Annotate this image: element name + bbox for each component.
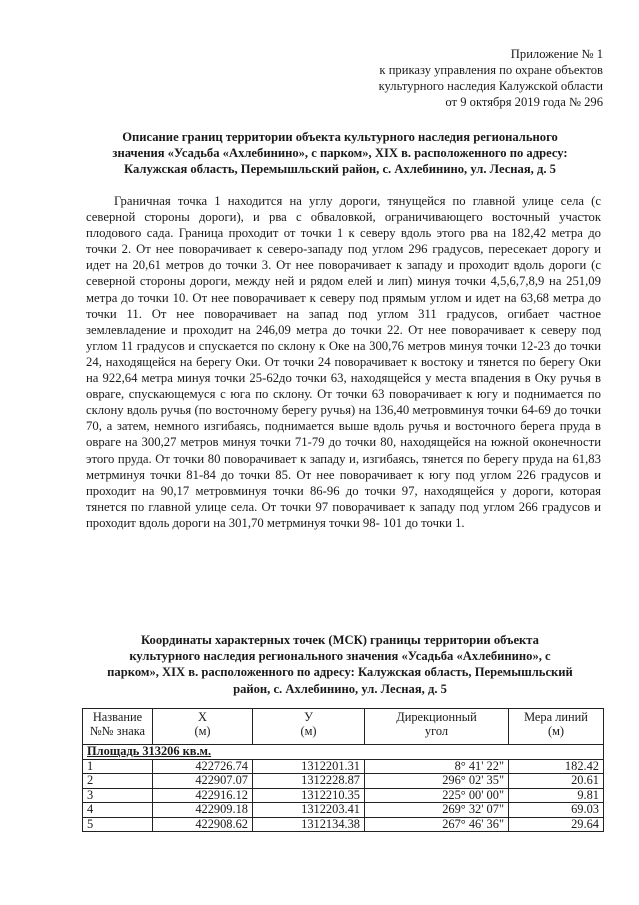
- length-value: 29.64: [509, 817, 604, 832]
- title-line: Калужская область, Перемышльский район, с. Ахлебинино, ул. Лесная, д. 5: [124, 162, 556, 177]
- length-value: 69.03: [509, 803, 604, 818]
- header-point-name: Название №№ знака: [83, 709, 153, 745]
- table-header-row: [83, 709, 604, 745]
- table-row: [83, 774, 604, 789]
- x-value: 422916.12: [153, 788, 253, 803]
- angle-value: 8° 41' 22": [365, 759, 509, 774]
- title-line: значения «Усадьба «Ахлебинино», с парком», XIX в. расположенного по адресу:: [112, 146, 568, 161]
- coords-title-line: Координаты характерных точек (МСК) границы территории объекта: [141, 633, 539, 647]
- y-value: 1312201.31: [253, 759, 365, 774]
- appendix-number: Приложение № 1: [510, 47, 603, 61]
- table-row: [83, 788, 604, 803]
- y-value: 1312210.35: [253, 788, 365, 803]
- length-value: 20.61: [509, 774, 604, 789]
- point-number: 3: [83, 788, 153, 803]
- point-number: 1: [83, 759, 153, 774]
- appendix-order-ref: к приказу управления по охране объектов: [379, 63, 603, 77]
- angle-value: 269° 32' 07": [365, 803, 509, 818]
- y-value: 1312228.87: [253, 774, 365, 789]
- appendix-header: [303, 46, 603, 110]
- header-length: Мера линий (м): [509, 709, 604, 745]
- header-angle: Дирекционный угол: [365, 709, 509, 745]
- x-value: 422907.07: [153, 774, 253, 789]
- area-row: [83, 745, 604, 760]
- coordinates-table: [82, 708, 604, 832]
- appendix-authority: культурного наследия Калужской области: [378, 79, 603, 93]
- angle-value: 296° 02' 35": [365, 774, 509, 789]
- point-number: 2: [83, 774, 153, 789]
- table-row: [83, 803, 604, 818]
- y-value: 1312134.38: [253, 817, 365, 832]
- document-title: [70, 129, 610, 178]
- area-label: Площадь 313206 кв.м.: [83, 745, 604, 760]
- point-number: 5: [83, 817, 153, 832]
- coords-title-line: культурного наследия регионального значения «Усадьба «Ахлебинино», с: [129, 649, 551, 664]
- x-value: 422908.62: [153, 817, 253, 832]
- angle-value: 267° 46' 36": [365, 817, 509, 832]
- boundary-description: Граничная точка 1 находится на углу дороги, тянущейся по главной улице села (с северной стороны дороги), и рва с обваловкой, ограничивающего восточный участок плодового сада. Граница проходит от точки 1 к северу вдоль этого рва на 182,42 метра до точки 2. От нее поворачивает к северо-западу под углом 296 градусов, пересекает дорогу и идет на 20,61 метров до точки 3. От нее поворачивает к западу и проходит вдоль дороги (с северной стороны дороги, между ней и рядом елей и лип) минуя точки 4,5,6,7,8,9 на 251,09 метра до точки 10. От нее поворачивает к северу под прямым углом и идет на 63,68 метра до точки 11. От нее поворачивает на запад под углом 311 градусов, огибает частное землевладение и проходит на 246,09 метра до точки 22. От нее поворачивает к северу под углом 11 градусов и спускается по склону к Оке на 300,76 метров минуя точки 12-23 до точки 24, находящейся на берегу Оки. От точки 24 поворачивает к востоку и тянется по берегу Оки на 922,64 метра минуя точки 25-62до точки 63, находящейся у места впадения в Оку ручья в овраге, спускающемуся с юга по склону. От точки 63 поворачивает к югу и поднимается по склону вдоль ручья (по восточному берегу ручья) на 136,40 метровминуя точки 64-69 до точки 70, а затем, немного изгибаясь, поднимается выше вдоль ручья и восточного берега пруда в овраге на 300,27 метров минуя точки 71-79 до точки 80, находящейся на южной оконечности этого пруда. От точки 80 поворачивает к западу и, изгибаясь, тянется по берегу пруда на 61,83 метрминуя точки 81-84 до точки 85. От нее поворачивает к югу под углом 226 градусов и проходит на 90,17 метровминуя точки 86-96 до точки 97, находящейся у дороги, которая тянется по главной улице села. От точки 97 поворачивает к западу под углом 266 градусов и проходит вдоль дороги на 301,70 метрминуя точки 98- 101 до точки 1.: [86, 194, 601, 530]
- title-line: Описание границ территории объекта культурного наследия регионального: [122, 130, 558, 144]
- table-row: [83, 759, 604, 774]
- angle-value: 225° 00' 00": [365, 788, 509, 803]
- x-value: 422909.18: [153, 803, 253, 818]
- table-row: [83, 817, 604, 832]
- appendix-date: от 9 октября 2019 года № 296: [445, 95, 603, 109]
- length-value: 182.42: [509, 759, 604, 774]
- header-y: У (м): [253, 709, 365, 745]
- point-number: 4: [83, 803, 153, 818]
- length-value: 9.81: [509, 788, 604, 803]
- y-value: 1312203.41: [253, 803, 365, 818]
- header-x: X (м): [153, 709, 253, 745]
- coordinates-title: [70, 632, 610, 697]
- coords-title-line: парком», XIX в. расположенного по адресу: Калужская область, Перемышльский: [107, 665, 573, 680]
- coords-title-line: район, с. Ахлебинино, ул. Лесная, д. 5: [233, 681, 447, 696]
- x-value: 422726.74: [153, 759, 253, 774]
